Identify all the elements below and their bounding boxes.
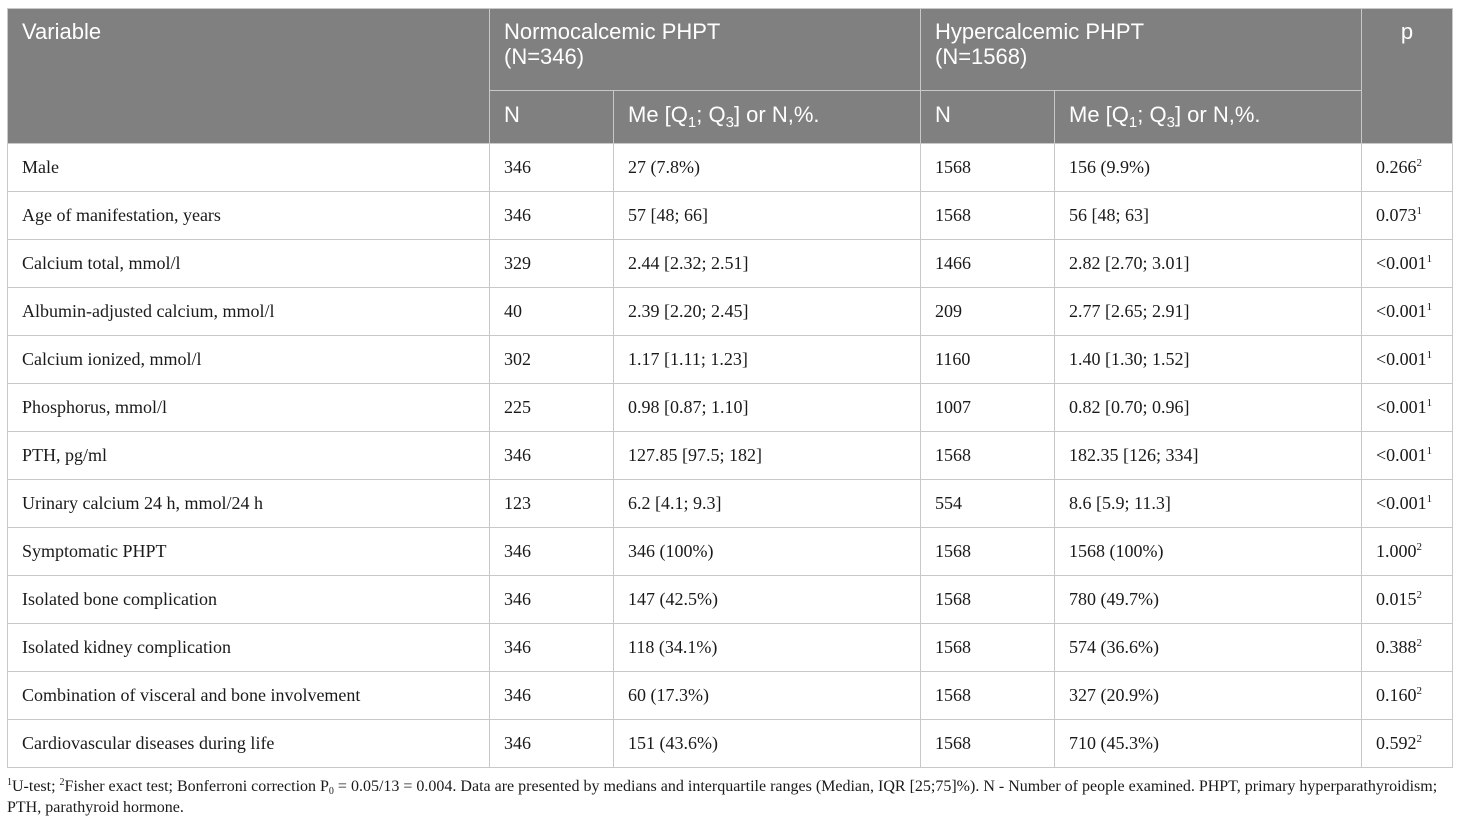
cell-value-normocalcemic: 6.2 [4.1; 9.3] [614,480,921,528]
cell-p-value: 1.000$^2$ [1362,528,1453,576]
cell-n-normocalcemic: 329 [490,240,614,288]
results-table [7,8,1453,768]
cell-value-normocalcemic: 346 (100%) [614,528,921,576]
cell-value-hypercalcemic: 182.35 [126; 334] [1055,432,1362,480]
subheader-stat-normocalcemic: Me [$Q_1$; $Q_3$] or N,%. [614,91,921,144]
cell-n-normocalcemic: 346 [490,432,614,480]
table-header [8,9,1453,144]
table-row [8,432,1453,480]
cell-n-hypercalcemic: 209 [921,288,1055,336]
cell-p-value: 0.073$^1$ [1362,192,1453,240]
table-row [8,528,1453,576]
cell-value-hypercalcemic: 56 [48; 63] [1055,192,1362,240]
table-row [8,576,1453,624]
cell-variable: Symptomatic PHPT [8,528,490,576]
cell-n-hypercalcemic: 1568 [921,672,1055,720]
cell-p-value: 0.592$^2$ [1362,720,1453,768]
cell-p-value: $<0.001^1$ [1362,336,1453,384]
cell-n-hypercalcemic: 1568 [921,432,1055,480]
table-container [7,8,1452,768]
subheader-stat-hypercalcemic: Me [$Q_1$; $Q_3$] or N,%. [1055,91,1362,144]
table-row [8,624,1453,672]
cell-value-hypercalcemic: 780 (49.7%) [1055,576,1362,624]
cell-variable: Phosphorus, mmol/l [8,384,490,432]
cell-value-normocalcemic: 2.44 [2.32; 2.51] [614,240,921,288]
table-row [8,288,1453,336]
cell-value-hypercalcemic: 2.77 [2.65; 2.91] [1055,288,1362,336]
cell-value-normocalcemic: 118 (34.1%) [614,624,921,672]
cell-value-hypercalcemic: 8.6 [5.9; 11.3] [1055,480,1362,528]
cell-p-value: 0.388$^2$ [1362,624,1453,672]
cell-n-hypercalcemic: 1160 [921,336,1055,384]
cell-value-hypercalcemic: 2.82 [2.70; 3.01] [1055,240,1362,288]
table-row [8,336,1453,384]
cell-p-value: $<0.001^1$ [1362,240,1453,288]
cell-variable: Combination of visceral and bone involvement [8,672,490,720]
table-row [8,672,1453,720]
cell-p-value: $<0.001^1$ [1362,288,1453,336]
cell-p-value: 0.015$^2$ [1362,576,1453,624]
cell-n-normocalcemic: 225 [490,384,614,432]
cell-value-normocalcemic: 60 (17.3%) [614,672,921,720]
cell-n-normocalcemic: 346 [490,624,614,672]
cell-value-hypercalcemic: 156 (9.9%) [1055,144,1362,192]
cell-n-normocalcemic: 346 [490,672,614,720]
cell-value-hypercalcemic: 1.40 [1.30; 1.52] [1055,336,1362,384]
cell-value-hypercalcemic: 327 (20.9%) [1055,672,1362,720]
cell-n-hypercalcemic: 1568 [921,144,1055,192]
table-row [8,384,1453,432]
cell-n-hypercalcemic: 1568 [921,576,1055,624]
cell-value-hypercalcemic: 710 (45.3%) [1055,720,1362,768]
cell-n-normocalcemic: 346 [490,192,614,240]
cell-value-normocalcemic: 57 [48; 66] [614,192,921,240]
table-row [8,144,1453,192]
cell-value-normocalcemic: 0.98 [0.87; 1.10] [614,384,921,432]
cell-n-normocalcemic: 40 [490,288,614,336]
header-variable: Variable [8,9,490,144]
cell-variable: Urinary calcium 24 h, mmol/24 h [8,480,490,528]
table-body [8,144,1453,768]
cell-variable: Albumin-adjusted calcium, mmol/l [8,288,490,336]
cell-n-normocalcemic: 123 [490,480,614,528]
cell-variable: Cardiovascular diseases during life [8,720,490,768]
cell-value-hypercalcemic: 0.82 [0.70; 0.96] [1055,384,1362,432]
cell-n-hypercalcemic: 1007 [921,384,1055,432]
cell-n-hypercalcemic: 1466 [921,240,1055,288]
cell-value-normocalcemic: 2.39 [2.20; 2.45] [614,288,921,336]
cell-value-hypercalcemic: 574 (36.6%) [1055,624,1362,672]
cell-p-value: 0.160$^2$ [1362,672,1453,720]
cell-n-hypercalcemic: 1568 [921,192,1055,240]
cell-variable: Isolated kidney complication [8,624,490,672]
cell-n-hypercalcemic: 1568 [921,528,1055,576]
subheader-n-normocalcemic: N [490,91,614,144]
cell-n-normocalcemic: 346 [490,720,614,768]
cell-variable: Isolated bone complication [8,576,490,624]
cell-n-normocalcemic: 346 [490,528,614,576]
cell-variable: Calcium total, mmol/l [8,240,490,288]
cell-value-normocalcemic: 127.85 [97.5; 182] [614,432,921,480]
cell-variable: Male [8,144,490,192]
table-row [8,720,1453,768]
cell-p-value: 0.266$^2$ [1362,144,1453,192]
table-row [8,192,1453,240]
cell-p-value: $<0.001^1$ [1362,384,1453,432]
cell-n-normocalcemic: 346 [490,144,614,192]
cell-n-normocalcemic: 302 [490,336,614,384]
header-hypercalcemic: Hypercalcemic PHPT (N=1568) [921,9,1362,91]
cell-n-hypercalcemic: 1568 [921,624,1055,672]
cell-n-hypercalcemic: 1568 [921,720,1055,768]
cell-value-normocalcemic: 151 (43.6%) [614,720,921,768]
header-p: p [1362,9,1453,144]
cell-value-normocalcemic: 1.17 [1.11; 1.23] [614,336,921,384]
cell-value-normocalcemic: 27 (7.8%) [614,144,921,192]
cell-value-normocalcemic: 147 (42.5%) [614,576,921,624]
table-row [8,480,1453,528]
cell-n-normocalcemic: 346 [490,576,614,624]
table-row [8,240,1453,288]
cell-p-value: $<0.001^1$ [1362,480,1453,528]
cell-variable: Calcium ionized, mmol/l [8,336,490,384]
cell-n-hypercalcemic: 554 [921,480,1055,528]
table-footnote: $^1$U-test; $^2$Fisher exact test; Bonferroni correction $P_0 = 0.05/13 = 0.004$. Data are presented by medians and interquartile ranges (Median, IQR [25;75]%). N - Number of people examined. PHPT, primary hyperparathyroidism; PTH, parathyroid hormone. [7,777,1438,816]
header-normocalcemic: Normocalcemic PHPT (N=346) [490,9,921,91]
cell-p-value: $<0.001^1$ [1362,432,1453,480]
subheader-n-hypercalcemic: N [921,91,1055,144]
cell-value-hypercalcemic: 1568 (100%) [1055,528,1362,576]
cell-variable: PTH, pg/ml [8,432,490,480]
cell-variable: Age of manifestation, years [8,192,490,240]
